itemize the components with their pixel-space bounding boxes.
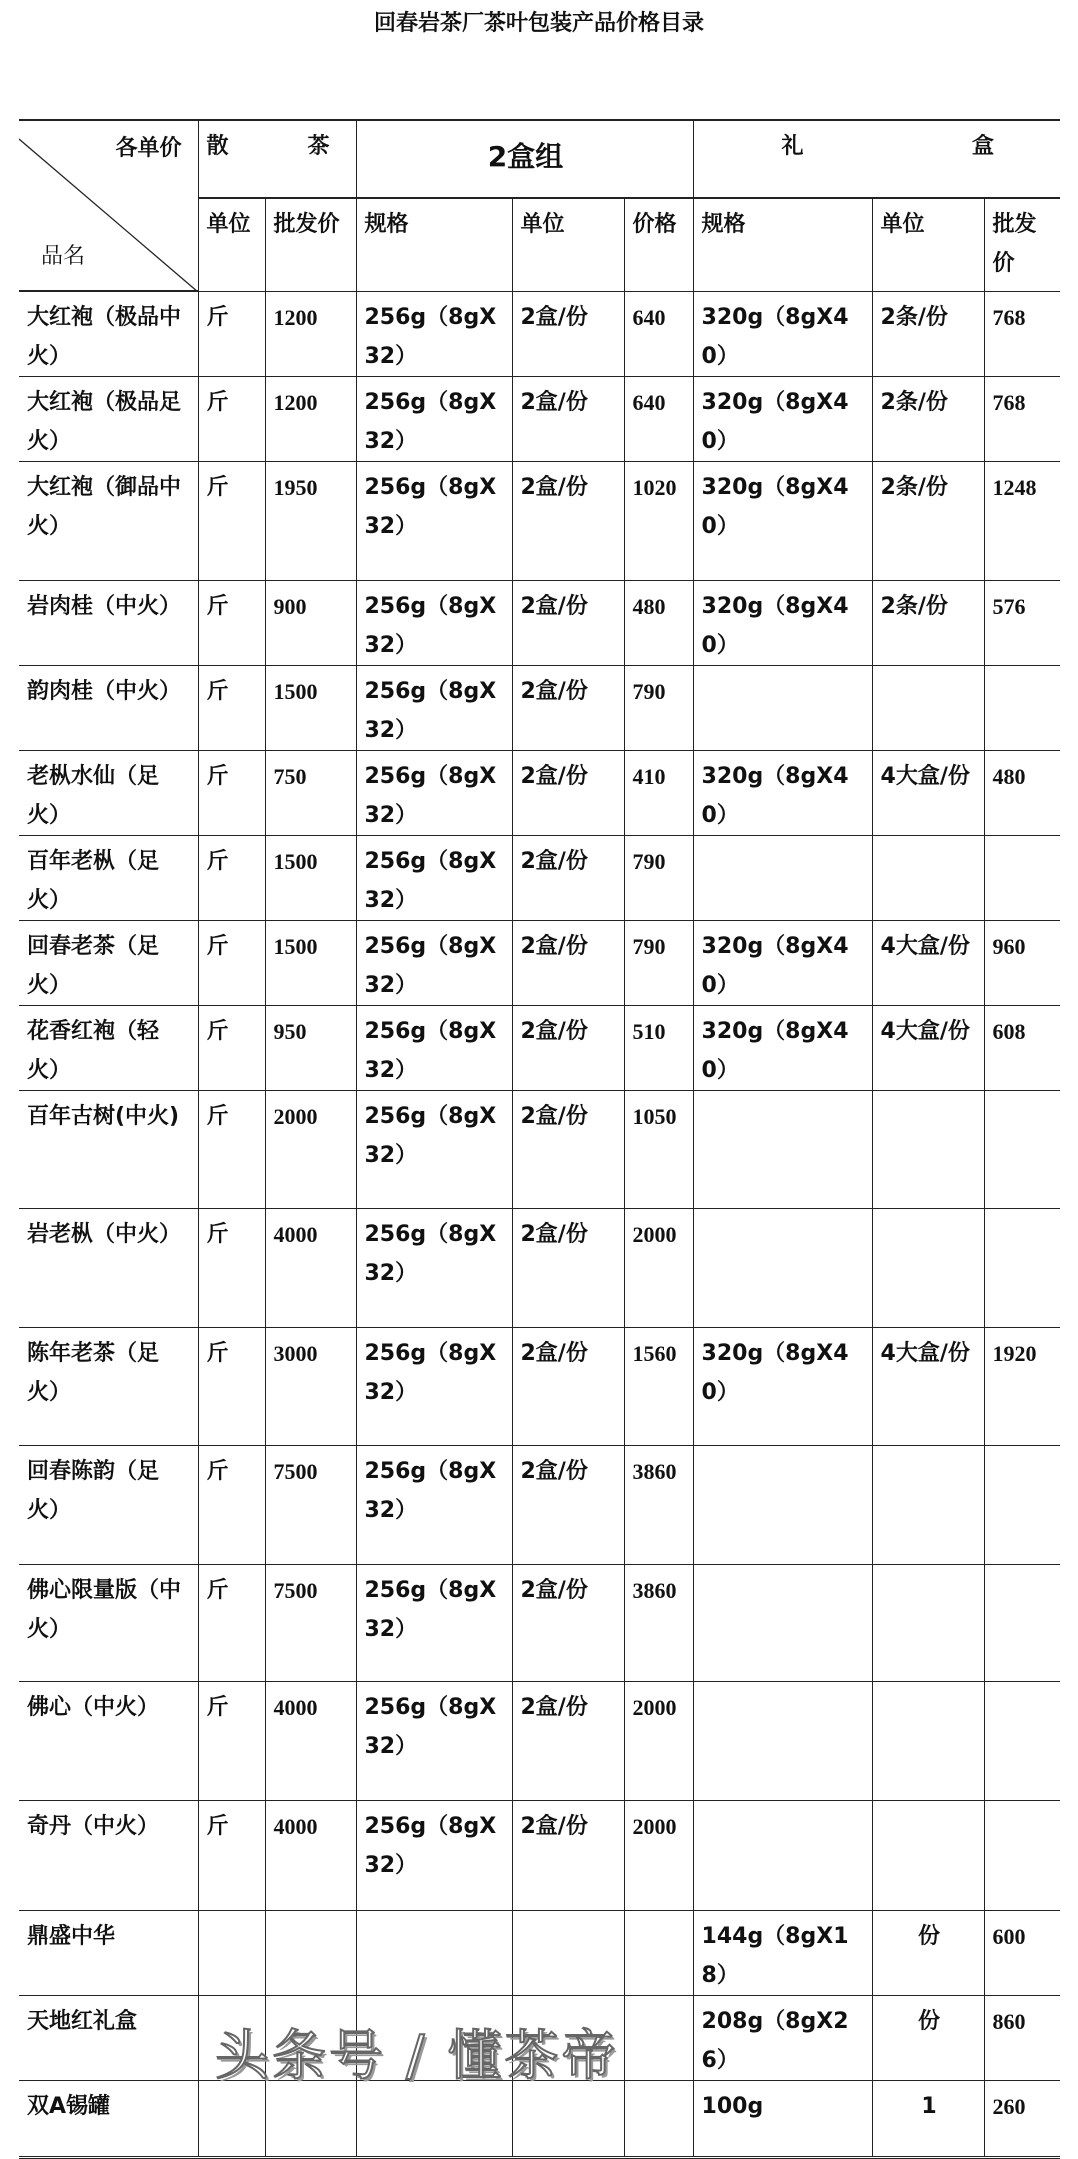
two-box-spec-cell: 256g（8gX32） (356, 581, 512, 666)
sub-header: 价格 (624, 198, 693, 291)
group-gift-char: 礼 (781, 134, 804, 159)
loose-price-cell: 4000 (265, 1209, 356, 1328)
group-loose-char: 散 (206, 134, 229, 159)
two-box-price-cell (624, 1911, 693, 1996)
loose-unit-cell: 斤 (198, 1446, 265, 1565)
loose-unit-cell: 斤 (198, 377, 265, 462)
gift-spec-cell (693, 1682, 872, 1801)
corner-bottom-label: 品名 (41, 244, 86, 269)
gift-unit-cell: 2条/份 (872, 377, 984, 462)
sub-header: 单位 (198, 198, 265, 291)
loose-price-cell: 4000 (265, 1682, 356, 1801)
gift-unit-cell: 4大盒/份 (872, 751, 984, 836)
gift-unit-cell: 份 (872, 1996, 984, 2081)
loose-unit-cell (198, 2081, 265, 2158)
gift-unit-cell: 2条/份 (872, 291, 984, 377)
gift-spec-cell: 100g (693, 2081, 872, 2158)
two-box-price-cell: 510 (624, 1006, 693, 1091)
two-box-price-cell (624, 1996, 693, 2081)
product-name-cell: 陈年老茶（足火） (19, 1328, 198, 1446)
two-box-price-cell: 1020 (624, 462, 693, 581)
gift-unit-cell (872, 1565, 984, 1682)
two-box-unit-cell: 2盒/份 (512, 377, 624, 462)
product-name-cell: 百年古树(中火) (19, 1091, 198, 1209)
gift-unit-cell (872, 1209, 984, 1328)
watermark: 头条号 / 懂茶帝 (215, 2024, 619, 2087)
gift-price-cell: 768 (984, 377, 1060, 462)
gift-unit-cell (872, 836, 984, 921)
loose-unit-cell: 斤 (198, 1091, 265, 1209)
gift-price-cell (984, 1682, 1060, 1801)
table-row (19, 836, 1060, 921)
gift-spec-cell: 320g（8gX40） (693, 751, 872, 836)
gift-spec-cell (693, 1801, 872, 1911)
table-row (19, 1911, 1060, 1996)
corner-header-cell (19, 120, 198, 291)
loose-unit-cell (198, 1911, 265, 1996)
gift-spec-cell (693, 666, 872, 751)
product-name-cell: 双A锡罐 (19, 2081, 198, 2158)
group-gift-char: 盒 (972, 134, 995, 159)
two-box-unit-cell: 2盒/份 (512, 1209, 624, 1328)
loose-unit-cell: 斤 (198, 462, 265, 581)
gift-price-cell: 768 (984, 291, 1060, 377)
gift-unit-cell: 2条/份 (872, 462, 984, 581)
two-box-spec-cell: 256g（8gX32） (356, 836, 512, 921)
price-table (19, 119, 1060, 2159)
two-box-unit-cell: 2盒/份 (512, 1565, 624, 1682)
loose-unit-cell: 斤 (198, 581, 265, 666)
two-box-spec-cell: 256g（8gX32） (356, 1682, 512, 1801)
two-box-unit-cell: 2盒/份 (512, 921, 624, 1006)
product-name-cell: 大红袍（御品中火） (19, 462, 198, 581)
table-row (19, 462, 1060, 581)
gift-unit-cell: 4大盒/份 (872, 1006, 984, 1091)
table-row (19, 1328, 1060, 1446)
two-box-spec-cell: 256g（8gX32） (356, 666, 512, 751)
two-box-unit-cell: 2盒/份 (512, 751, 624, 836)
two-box-price-cell: 410 (624, 751, 693, 836)
loose-unit-cell: 斤 (198, 751, 265, 836)
gift-spec-cell: 320g（8gX40） (693, 462, 872, 581)
two-box-unit-cell: 2盒/份 (512, 291, 624, 377)
gift-spec-cell: 144g（8gX18） (693, 1911, 872, 1996)
table-row (19, 1801, 1060, 1911)
gift-spec-cell: 320g（8gX40） (693, 1328, 872, 1446)
product-name-cell: 回春陈韵（足火） (19, 1446, 198, 1565)
product-name-cell: 岩肉桂（中火） (19, 581, 198, 666)
loose-price-cell: 1200 (265, 291, 356, 377)
two-box-spec-cell: 256g（8gX32） (356, 1328, 512, 1446)
two-box-spec-cell (356, 2081, 512, 2158)
gift-unit-cell (872, 1091, 984, 1209)
loose-unit-cell: 斤 (198, 921, 265, 1006)
table-row (19, 291, 1060, 377)
product-name-cell: 花香红袍（轻火） (19, 1006, 198, 1091)
two-box-price-cell: 640 (624, 291, 693, 377)
two-box-spec-cell: 256g（8gX32） (356, 1091, 512, 1209)
loose-price-cell: 950 (265, 1006, 356, 1091)
two-box-spec-cell: 256g（8gX32） (356, 1446, 512, 1565)
gift-price-cell: 1248 (984, 462, 1060, 581)
loose-price-cell: 900 (265, 581, 356, 666)
table-row (19, 1006, 1060, 1091)
gift-spec-cell: 320g（8gX40） (693, 1006, 872, 1091)
two-box-price-cell: 3860 (624, 1565, 693, 1682)
two-box-spec-cell: 256g（8gX32） (356, 1801, 512, 1911)
two-box-unit-cell: 2盒/份 (512, 836, 624, 921)
gift-spec-cell: 320g（8gX40） (693, 377, 872, 462)
loose-price-cell: 1500 (265, 921, 356, 1006)
gift-price-cell: 860 (984, 1996, 1060, 2081)
two-box-spec-cell: 256g（8gX32） (356, 1565, 512, 1682)
gift-unit-cell: 2条/份 (872, 581, 984, 666)
two-box-price-cell: 2000 (624, 1209, 693, 1328)
gift-price-cell: 260 (984, 2081, 1060, 2158)
gift-price-cell: 608 (984, 1006, 1060, 1091)
loose-price-cell: 2000 (265, 1091, 356, 1209)
page-title: 回春岩茶厂茶叶包装产品价格目录 (373, 11, 704, 36)
two-box-unit-cell (512, 1911, 624, 1996)
table-row (19, 1565, 1060, 1682)
two-box-unit-cell: 2盒/份 (512, 462, 624, 581)
two-box-unit-cell (512, 2081, 624, 2158)
gift-unit-cell: 1 (872, 2081, 984, 2158)
two-box-price-cell: 790 (624, 836, 693, 921)
loose-unit-cell: 斤 (198, 1565, 265, 1682)
gift-price-cell: 960 (984, 921, 1060, 1006)
two-box-spec-cell: 256g（8gX32） (356, 921, 512, 1006)
sub-header: 规格 (356, 198, 512, 291)
loose-unit-cell: 斤 (198, 836, 265, 921)
gift-spec-cell: 320g（8gX40） (693, 291, 872, 377)
product-name-cell: 天地红礼盒 (19, 1996, 198, 2081)
gift-unit-cell: 4大盒/份 (872, 1328, 984, 1446)
sub-header: 规格 (693, 198, 872, 291)
loose-price-cell: 1500 (265, 836, 356, 921)
two-box-unit-cell: 2盒/份 (512, 1446, 624, 1565)
group-loose-char: 茶 (307, 134, 330, 159)
two-box-price-cell: 480 (624, 581, 693, 666)
gift-unit-cell (872, 1801, 984, 1911)
loose-price-cell (265, 2081, 356, 2158)
product-name-cell: 鼎盛中华 (19, 1911, 198, 1996)
sub-header: 单位 (512, 198, 624, 291)
gift-spec-cell (693, 1565, 872, 1682)
two-box-unit-cell: 2盒/份 (512, 1091, 624, 1209)
loose-price-cell: 7500 (265, 1565, 356, 1682)
gift-spec-cell: 320g（8gX40） (693, 581, 872, 666)
product-name-cell: 大红袍（极品中火） (19, 291, 198, 377)
two-box-spec-cell: 256g（8gX32） (356, 751, 512, 836)
two-box-unit-cell: 2盒/份 (512, 1328, 624, 1446)
two-box-spec-cell: 256g（8gX32） (356, 1209, 512, 1328)
product-name-cell: 回春老茶（足火） (19, 921, 198, 1006)
loose-unit-cell: 斤 (198, 1006, 265, 1091)
loose-unit-cell: 斤 (198, 1209, 265, 1328)
gift-unit-cell: 4大盒/份 (872, 921, 984, 1006)
gift-price-cell: 1920 (984, 1328, 1060, 1446)
product-name-cell: 百年老枞（足火） (19, 836, 198, 921)
two-box-spec-cell: 256g（8gX32） (356, 377, 512, 462)
product-name-cell: 奇丹（中火） (19, 1801, 198, 1911)
table-row (19, 2081, 1060, 2158)
two-box-price-cell: 790 (624, 666, 693, 751)
corner-top-label: 各单价 (115, 136, 182, 161)
table-row (19, 377, 1060, 462)
two-box-price-cell: 1050 (624, 1091, 693, 1209)
two-box-price-cell: 640 (624, 377, 693, 462)
loose-price-cell: 750 (265, 751, 356, 836)
two-box-price-cell: 790 (624, 921, 693, 1006)
gift-spec-cell (693, 1209, 872, 1328)
gift-spec-cell (693, 1446, 872, 1565)
gift-spec-cell (693, 1091, 872, 1209)
loose-unit-cell: 斤 (198, 1682, 265, 1801)
gift-spec-cell (693, 836, 872, 921)
two-box-spec-cell: 256g（8gX32） (356, 291, 512, 377)
gift-price-cell (984, 836, 1060, 921)
loose-price-cell: 3000 (265, 1328, 356, 1446)
two-box-unit-cell: 2盒/份 (512, 1682, 624, 1801)
product-name-cell: 老枞水仙（足火） (19, 751, 198, 836)
product-name-cell: 韵肉桂（中火） (19, 666, 198, 751)
gift-unit-cell: 份 (872, 1911, 984, 1996)
product-name-cell: 佛心（中火） (19, 1682, 198, 1801)
sub-header: 单位 (872, 198, 984, 291)
group-header-two-box: 2盒组 (356, 120, 693, 198)
two-box-spec-cell (356, 1911, 512, 1996)
gift-unit-cell (872, 1682, 984, 1801)
gift-price-cell (984, 1209, 1060, 1328)
two-box-spec-cell: 256g（8gX32） (356, 462, 512, 581)
loose-price-cell: 1200 (265, 377, 356, 462)
gift-price-cell: 576 (984, 581, 1060, 666)
group-header-gift (693, 120, 1060, 198)
loose-price-cell: 4000 (265, 1801, 356, 1911)
loose-price-cell: 7500 (265, 1446, 356, 1565)
gift-price-cell (984, 1091, 1060, 1209)
product-name-cell: 大红袍（极品足火） (19, 377, 198, 462)
loose-unit-cell: 斤 (198, 291, 265, 377)
group-header-loose (198, 120, 356, 198)
two-box-unit-cell: 2盒/份 (512, 1801, 624, 1911)
loose-unit-cell: 斤 (198, 666, 265, 751)
gift-price-cell (984, 1446, 1060, 1565)
table-row (19, 1682, 1060, 1801)
two-box-price-cell: 1560 (624, 1328, 693, 1446)
loose-unit-cell: 斤 (198, 1328, 265, 1446)
two-box-price-cell (624, 2081, 693, 2158)
gift-price-cell: 480 (984, 751, 1060, 836)
two-box-price-cell: 3860 (624, 1446, 693, 1565)
table-row (19, 1446, 1060, 1565)
two-box-unit-cell: 2盒/份 (512, 666, 624, 751)
loose-unit-cell: 斤 (198, 1801, 265, 1911)
product-name-cell: 佛心限量版（中火） (19, 1565, 198, 1682)
gift-price-cell (984, 1565, 1060, 1682)
gift-unit-cell (872, 1446, 984, 1565)
sub-header: 批发价 (265, 198, 356, 291)
gift-spec-cell: 320g（8gX40） (693, 921, 872, 1006)
loose-price-cell (265, 1911, 356, 1996)
sub-header: 批发价 (984, 198, 1060, 291)
gift-spec-cell: 208g（8gX26） (693, 1996, 872, 2081)
table-row (19, 581, 1060, 666)
gift-price-cell: 600 (984, 1911, 1060, 1996)
two-box-price-cell: 2000 (624, 1682, 693, 1801)
gift-unit-cell (872, 666, 984, 751)
gift-price-cell (984, 666, 1060, 751)
loose-price-cell: 1950 (265, 462, 356, 581)
table-row (19, 666, 1060, 751)
table-row (19, 751, 1060, 836)
table-row (19, 1209, 1060, 1328)
table-row (19, 921, 1060, 1006)
product-name-cell: 岩老枞（中火） (19, 1209, 198, 1328)
two-box-spec-cell: 256g（8gX32） (356, 1006, 512, 1091)
two-box-unit-cell: 2盒/份 (512, 581, 624, 666)
loose-price-cell: 1500 (265, 666, 356, 751)
gift-price-cell (984, 1801, 1060, 1911)
two-box-unit-cell: 2盒/份 (512, 1006, 624, 1091)
table-row (19, 1091, 1060, 1209)
two-box-price-cell: 2000 (624, 1801, 693, 1911)
